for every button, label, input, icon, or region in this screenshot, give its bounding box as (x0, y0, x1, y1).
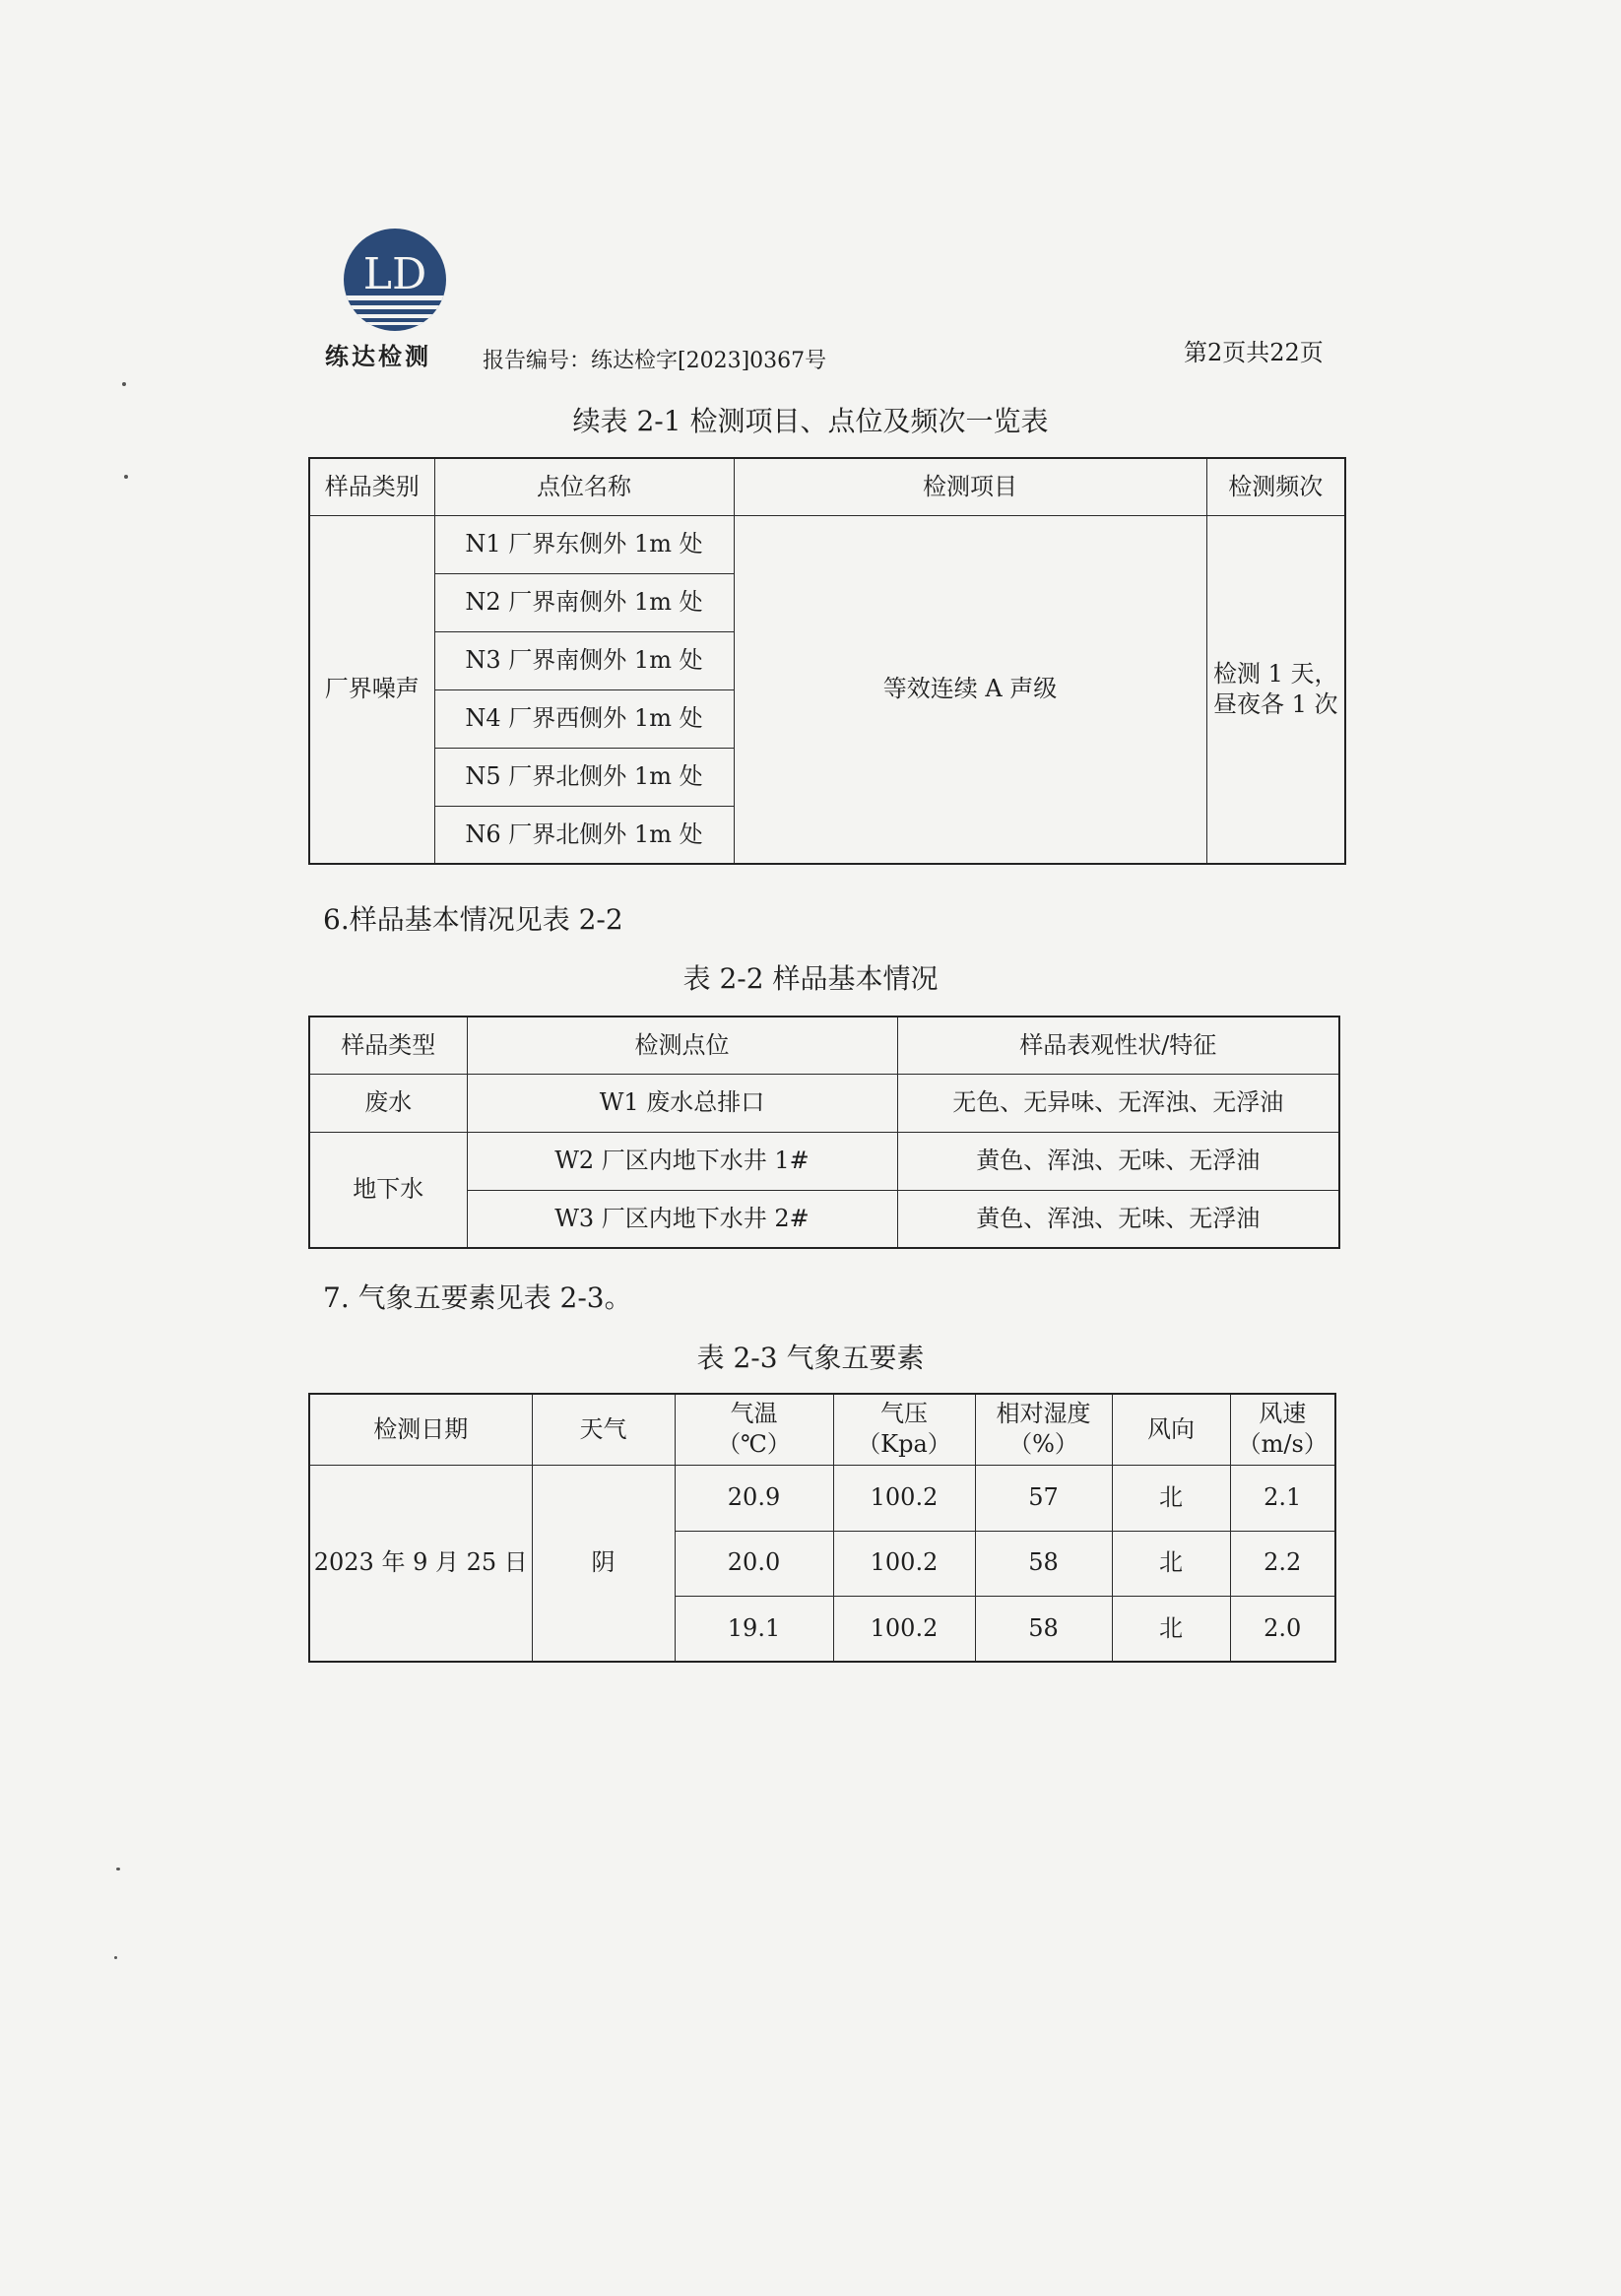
header-wind-speed (1230, 1394, 1335, 1465)
item-cell: 等效连续 A 声级 (734, 515, 1206, 864)
header-line: 相对湿度 (996, 1400, 1091, 1428)
header-cell: 样品类型 (309, 1017, 467, 1074)
temperature-cell: 19.1 (675, 1596, 833, 1662)
page-number: 第2页共22页 (1184, 339, 1324, 366)
wind-direction-cell: 北 (1112, 1531, 1230, 1596)
header-cell: 样品类别 (309, 458, 434, 515)
scan-mark (116, 1868, 120, 1870)
feature-cell: 无色、无异味、无浑浊、无浮油 (897, 1074, 1339, 1132)
report-number: 报告编号：练达检字[2023]0367号 (483, 349, 827, 373)
type-cell: 废水 (309, 1074, 467, 1132)
wind-speed-cell: 2.2 (1230, 1531, 1335, 1596)
section-7-heading: 7. 气象五要素见表 2-3。 (323, 1281, 632, 1314)
pressure-cell: 100.2 (833, 1531, 975, 1596)
header-line: 气温 (730, 1400, 778, 1428)
wind-speed-cell: 2.0 (1230, 1596, 1335, 1662)
table-header-row (309, 1017, 1339, 1074)
header-cell: 点位名称 (434, 458, 734, 515)
point-cell: N3 厂界南侧外 1m 处 (434, 631, 734, 689)
frequency-line: 检测 1 天， (1212, 659, 1338, 688)
header-unit: （℃） (717, 1430, 791, 1459)
table-2-3-title: 表 2-3 气象五要素 (696, 1342, 925, 1374)
header-line: 气压 (880, 1400, 928, 1428)
header-cell: 检测点位 (467, 1017, 897, 1074)
header-humidity (975, 1394, 1112, 1465)
table-row (309, 1074, 1339, 1132)
logo-caption: 练达检测 (325, 342, 431, 370)
company-logo (335, 227, 455, 333)
point-cell: N6 厂界北侧外 1m 处 (434, 806, 734, 864)
wind-direction-cell: 北 (1112, 1465, 1230, 1531)
humidity-cell: 58 (975, 1531, 1112, 1596)
scan-mark (124, 475, 128, 479)
header-temperature (675, 1394, 833, 1465)
point-cell: N2 厂界南侧外 1m 处 (434, 573, 734, 631)
pressure-cell: 100.2 (833, 1596, 975, 1662)
header-line: 风速 (1259, 1400, 1307, 1428)
scan-mark (122, 382, 126, 386)
header-unit: （%） (1008, 1430, 1078, 1459)
header-cell: 检测项目 (734, 458, 1206, 515)
header-weather: 天气 (532, 1394, 675, 1465)
section-6-heading: 6.样品基本情况见表 2-2 (323, 903, 623, 936)
table-2-1 (308, 457, 1346, 865)
temperature-cell: 20.0 (675, 1531, 833, 1596)
table-row (309, 515, 1345, 573)
humidity-cell: 58 (975, 1596, 1112, 1662)
type-cell: 地下水 (309, 1132, 467, 1248)
table-2-3 (308, 1393, 1336, 1663)
header-pressure (833, 1394, 975, 1465)
point-cell: W2 厂区内地下水井 1# (467, 1132, 897, 1190)
frequency-line: 昼夜各 1 次 (1212, 689, 1338, 718)
header-cell: 检测频次 (1206, 458, 1345, 515)
table-2-1-title: 续表 2-1 检测项目、点位及频次一览表 (572, 405, 1049, 437)
point-cell: N5 厂界北侧外 1m 处 (434, 748, 734, 806)
table-header-row (309, 1394, 1335, 1465)
pressure-cell: 100.2 (833, 1465, 975, 1531)
feature-cell: 黄色、浑浊、无味、无浮油 (897, 1132, 1339, 1190)
logo-letters: LD (362, 249, 427, 299)
humidity-cell: 57 (975, 1465, 1112, 1531)
scan-mark (114, 1956, 117, 1959)
header-unit: （m/s） (1237, 1430, 1328, 1459)
point-cell: N1 厂界东侧外 1m 处 (434, 515, 734, 573)
category-cell: 厂界噪声 (309, 515, 434, 864)
temperature-cell: 20.9 (675, 1465, 833, 1531)
table-row (309, 1132, 1339, 1190)
table-2-2-title: 表 2-2 样品基本情况 (682, 962, 939, 995)
table-header-row (309, 458, 1345, 515)
point-cell: N4 厂界西侧外 1m 处 (434, 689, 734, 748)
wind-direction-cell: 北 (1112, 1596, 1230, 1662)
table-2-2 (308, 1016, 1340, 1249)
point-cell: W3 厂区内地下水井 2# (467, 1190, 897, 1248)
feature-cell: 黄色、浑浊、无味、无浮油 (897, 1190, 1339, 1248)
date-cell: 2023 年 9 月 25 日 (309, 1465, 532, 1662)
point-cell: W1 废水总排口 (467, 1074, 897, 1132)
header-cell: 样品表观性状/特征 (897, 1017, 1339, 1074)
header-unit: （Kpa） (857, 1430, 951, 1459)
header-date: 检测日期 (309, 1394, 532, 1465)
table-row (309, 1465, 1335, 1531)
wind-speed-cell: 2.1 (1230, 1465, 1335, 1531)
weather-cell: 阴 (532, 1465, 675, 1662)
header-wind-direction: 风向 (1112, 1394, 1230, 1465)
frequency-cell (1206, 515, 1345, 864)
